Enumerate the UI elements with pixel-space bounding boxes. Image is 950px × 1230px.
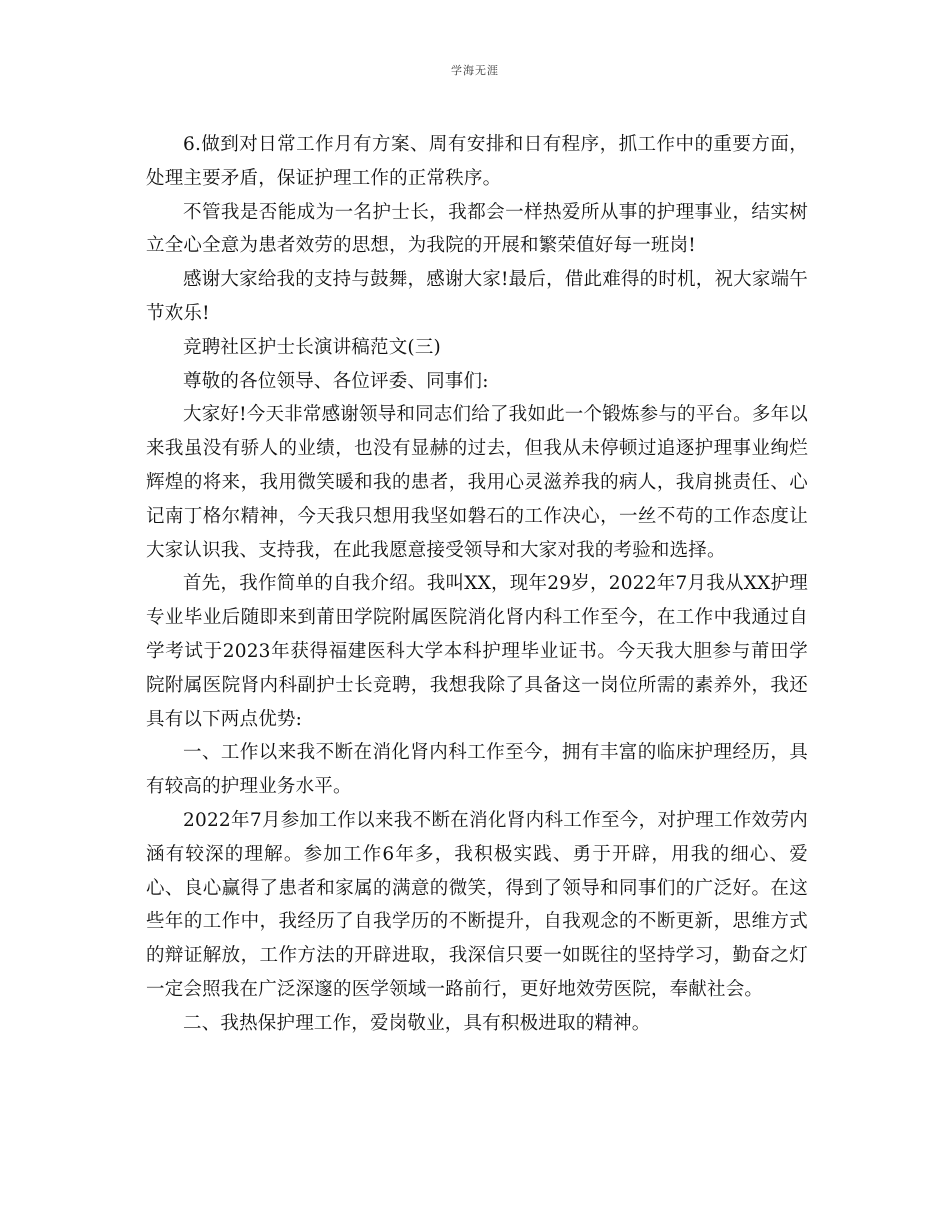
paragraph-introduction: 首先，我作简单的自我介绍。我叫XX，现年29岁，2022年7月我从XX护理专业毕业后随即来到莆田学院附属医院消化肾内科工作至今，在工作中我通过自学考试于2023年获得福建医科大学本科护理毕业证书。今天我大胆参与莆田学院附属医院肾内科副护士长竞聘，我想我除了具备这一岗位所需的素养外，我还具有以下两点优势: xyxy=(146,573,808,730)
paragraph-advantage-two: 二、我热保护理工作，爱岗敬业，具有积极进取的精神。 xyxy=(183,1012,651,1034)
salutation: 尊敬的各位领导、各位评委、同事们: xyxy=(183,370,489,392)
paragraph-experience: 2022年7月参加工作以来我不断在消化肾内科工作至今，对护理工作效劳内涵有较深的理解。参加工作6年多，我积极实践、勇于开辟，用我的细心、爱心、良心赢得了患者和家属的满意的微笑，得到了领导和同事们的广泛好。在这些年的工作中，我经历了自我学历的不断提升，自我观念的不断更新，思维方式的辩证解放，工作方法的开辟进取，我深信只要一如既往的坚持学习，勤奋之灯一定会照我在广泛深邃的医学领域一路前行，更好地效劳医院，奉献社会。 xyxy=(146,809,808,1000)
paragraph-thanks: 感谢大家给我的支持与鼓舞，感谢大家!最后，借此难得的时机，祝大家端午节欢乐! xyxy=(146,269,808,324)
paragraph-item-6: 6.做到对日常工作月有方案、周有安排和日有程序，抓工作中的重要方面，处理主要矛盾，保证护理工作的正常秩序。 xyxy=(146,134,808,189)
section-title: 竞聘社区护士长演讲稿范文(三) xyxy=(183,336,441,358)
page-header: 学海无涯 xyxy=(451,64,499,77)
paragraph-commitment: 不管我是否能成为一名护士长，我都会一样热爱所从事的护理事业，结实树立全心全意为患者效劳的思想，为我院的开展和繁荣值好每一班岗! xyxy=(146,201,808,257)
paragraph-advantage-one: 一、工作以来我不断在消化肾内科工作至今，拥有丰富的临床护理经历，具有较高的护理业务水平。 xyxy=(146,742,808,798)
document-body xyxy=(146,128,808,1041)
paragraph-opening: 大家好!今天非常感谢领导和同志们给了我如此一个锻炼参与的平台。多年以来我虽没有骄人的业绩，也没有显赫的过去，但我从未停顿过追逐护理事业绚烂辉煌的将来，我用微笑暖和我的患者，我用心灵滋养我的病人，我肩挑责任、心记南丁格尔精神，今天我只想用我坚如磐石的工作决心，一丝不苟的工作态度让大家认识我、支持我，在此我愿意接受领导和大家对我的考验和选择。 xyxy=(146,404,808,561)
